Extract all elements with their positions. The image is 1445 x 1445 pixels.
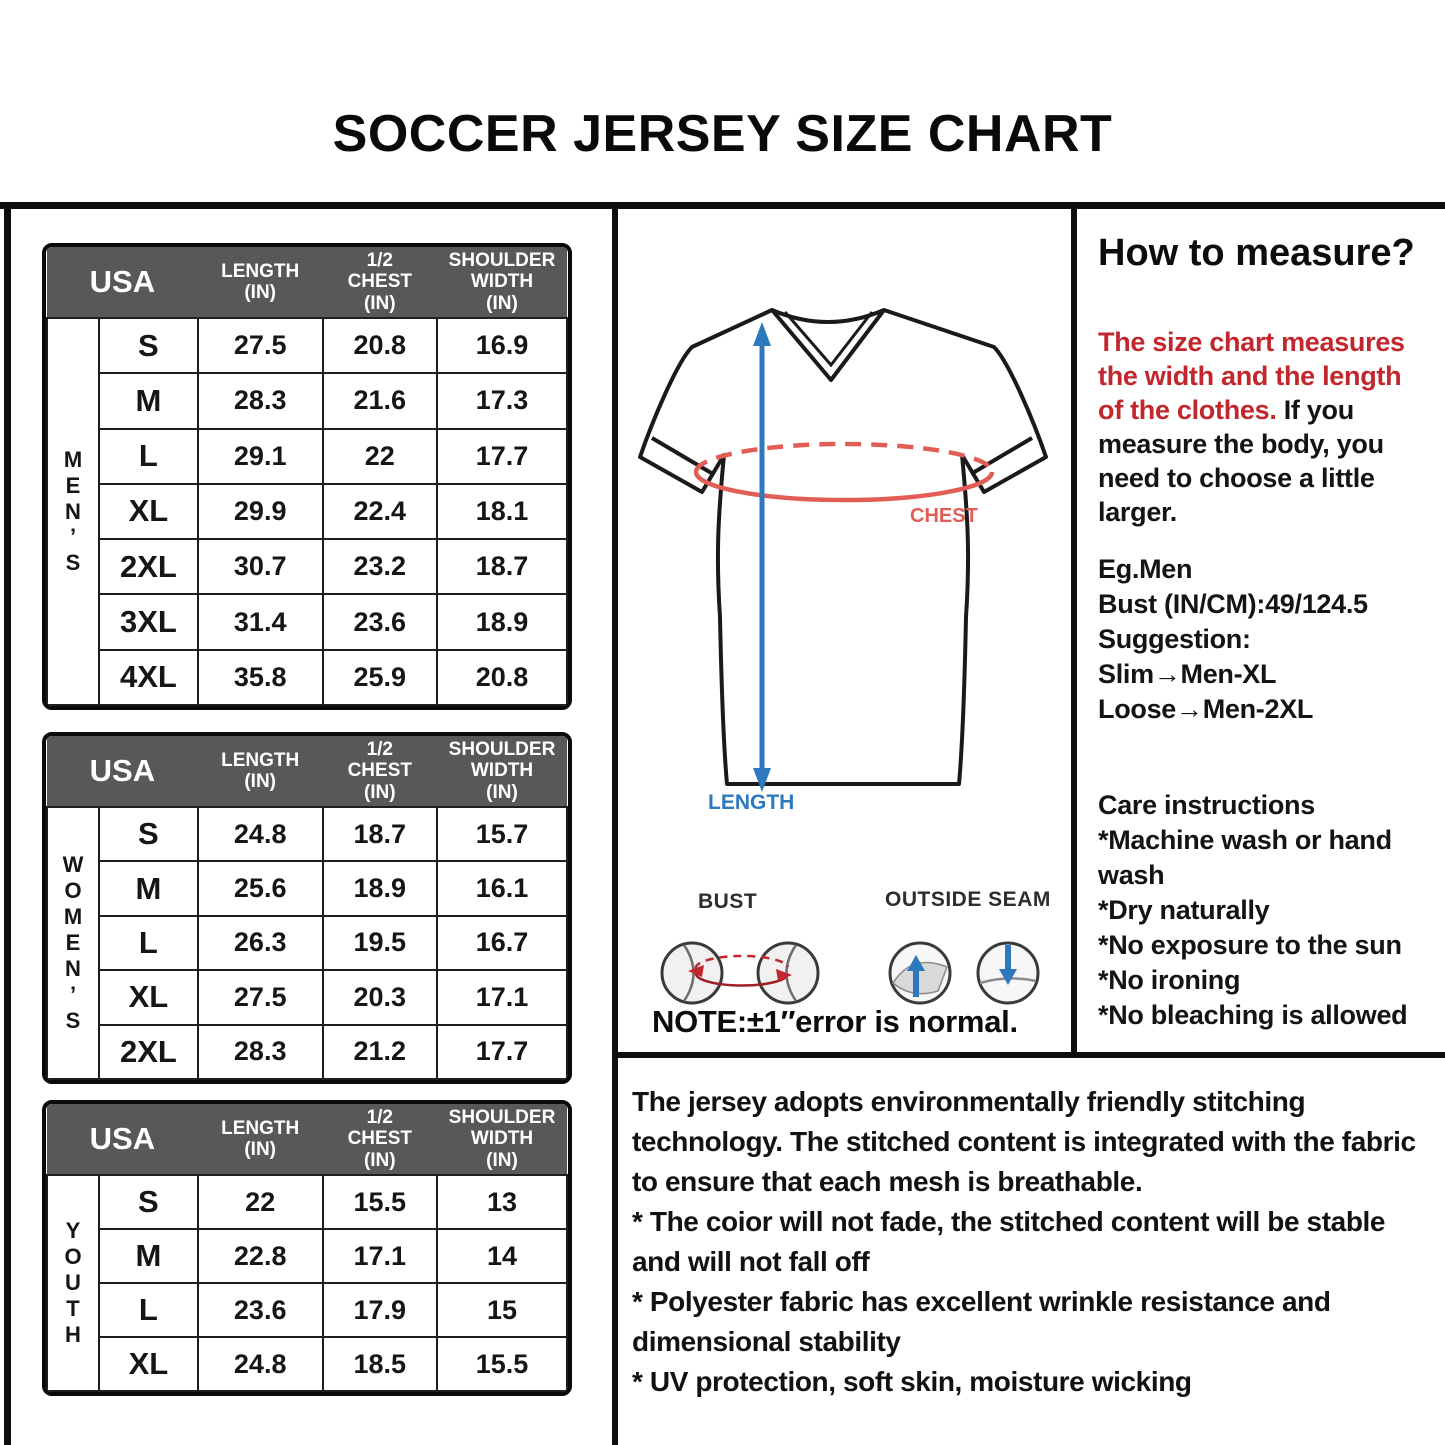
value-cell: 28.3 <box>198 373 323 428</box>
table-row <box>47 484 567 539</box>
size-cell: 2XL <box>99 1025 198 1079</box>
table-row <box>47 1025 567 1079</box>
value-cell: 24.8 <box>198 1337 323 1391</box>
header-usa: USA <box>47 1104 198 1175</box>
size-cell: L <box>99 916 198 970</box>
youth-size-table <box>42 1100 572 1396</box>
value-cell: 26.3 <box>198 916 323 970</box>
value-cell: 23.6 <box>323 594 437 649</box>
value-cell: 20.8 <box>323 318 437 373</box>
value-cell: 23.2 <box>323 539 437 594</box>
left-divider <box>4 202 11 1445</box>
table-row <box>47 539 567 594</box>
value-cell: 15.5 <box>437 1337 567 1391</box>
group-label: M E N ’ S <box>47 318 99 705</box>
care-instructions: Care instructions *Machine wash or hand wash *Dry naturally *No exposure to the sun *No ironing *No bleaching is allowed <box>1098 790 1408 1030</box>
sizing-example: Eg.Men Bust (IN/CM):49/124.5 Suggestion: Slim→Men-XL Loose→Men-2XL <box>1098 554 1368 724</box>
womens-size-table <box>42 732 572 1084</box>
table-row <box>47 807 567 861</box>
size-cell: M <box>99 373 198 428</box>
table-header-row <box>47 1104 567 1175</box>
value-cell: 25.6 <box>198 861 323 915</box>
header-half-chest: 1/2 CHEST (IN) <box>323 247 437 318</box>
value-cell: 14 <box>437 1229 567 1283</box>
value-cell: 18.7 <box>323 807 437 861</box>
table-row <box>47 861 567 915</box>
value-cell: 29.9 <box>198 484 323 539</box>
table-header-row <box>47 736 567 807</box>
value-cell: 27.5 <box>198 970 323 1024</box>
value-cell: 13 <box>437 1175 567 1229</box>
value-cell: 18.1 <box>437 484 567 539</box>
value-cell: 17.7 <box>437 429 567 484</box>
mens-size-table <box>42 243 572 710</box>
size-cell: 2XL <box>99 539 198 594</box>
page-title: SOCCER JERSEY SIZE CHART <box>332 105 1113 163</box>
value-cell: 27.5 <box>198 318 323 373</box>
size-cell: S <box>99 807 198 861</box>
header-usa: USA <box>47 247 198 318</box>
how-to-measure-heading: How to measure? <box>1098 232 1415 274</box>
value-cell: 22.8 <box>198 1229 323 1283</box>
value-cell: 25.9 <box>323 650 437 705</box>
size-cell: XL <box>99 1337 198 1391</box>
center-divider <box>612 202 618 1445</box>
value-cell: 24.8 <box>198 807 323 861</box>
value-cell: 22 <box>198 1175 323 1229</box>
value-cell: 17.1 <box>323 1229 437 1283</box>
value-cell: 21.2 <box>323 1025 437 1079</box>
value-cell: 28.3 <box>198 1025 323 1079</box>
header-half-chest: 1/2 CHEST (IN) <box>323 1104 437 1175</box>
header-shoulder-width: SHOULDER WIDTH (IN) <box>437 1104 567 1175</box>
size-cell: 3XL <box>99 594 198 649</box>
table-row <box>47 373 567 428</box>
chest-label: CHEST <box>910 505 978 527</box>
table-row <box>47 429 567 484</box>
table-row <box>47 916 567 970</box>
header-half-chest: 1/2 CHEST (IN) <box>323 736 437 807</box>
top-divider <box>0 202 1445 209</box>
value-cell: 21.6 <box>323 373 437 428</box>
table-row <box>47 1337 567 1391</box>
size-cell: XL <box>99 484 198 539</box>
bust-icon-right <box>758 943 818 1003</box>
group-label: Y O U T H <box>47 1175 99 1391</box>
value-cell: 18.9 <box>437 594 567 649</box>
size-cell: M <box>99 861 198 915</box>
value-cell: 30.7 <box>198 539 323 594</box>
value-cell: 23.6 <box>198 1283 323 1337</box>
table-row <box>47 594 567 649</box>
value-cell: 16.1 <box>437 861 567 915</box>
value-cell: 22.4 <box>323 484 437 539</box>
table-row <box>47 1229 567 1283</box>
header-length: LENGTH (IN) <box>198 736 323 807</box>
value-cell: 15.7 <box>437 807 567 861</box>
value-cell: 17.7 <box>437 1025 567 1079</box>
value-cell: 18.7 <box>437 539 567 594</box>
size-cell: L <box>99 1283 198 1337</box>
header-length: LENGTH (IN) <box>198 247 323 318</box>
value-cell: 20.8 <box>437 650 567 705</box>
value-cell: 18.9 <box>323 861 437 915</box>
value-cell: 17.3 <box>437 373 567 428</box>
outside-seam-label: OUTSIDE SEAM <box>885 888 1051 911</box>
header-length: LENGTH (IN) <box>198 1104 323 1175</box>
header-shoulder-width: SHOULDER WIDTH (IN) <box>437 247 567 318</box>
value-cell: 16.7 <box>437 916 567 970</box>
bust-icon-left <box>662 943 722 1003</box>
fabric-description: The jersey adopts environmentally friendly stitching technology. The stitched content is integrated with the fabric to ensure that each mesh is breathable. * The coior will not fade, the stitched content will be stable and will not fall off * Polyester fabric has excellent wrinkle resistance and dimensional stability * UV protection, soft skin, moisture wicking <box>632 1086 1416 1397</box>
header-shoulder-width: SHOULDER WIDTH (IN) <box>437 736 567 807</box>
how-to-measure-paragraph <box>1098 325 1430 529</box>
table-row <box>47 318 567 373</box>
jersey-measure-diagram <box>622 292 1062 812</box>
value-cell: 29.1 <box>198 429 323 484</box>
header-usa: USA <box>47 736 198 807</box>
value-cell: 31.4 <box>198 594 323 649</box>
group-label: W O M E N ’ S <box>47 807 99 1079</box>
length-label: LENGTH <box>708 791 795 812</box>
size-cell: L <box>99 429 198 484</box>
value-cell: 22 <box>323 429 437 484</box>
size-cell: S <box>99 1175 198 1229</box>
right-divider <box>1071 202 1077 1058</box>
value-cell: 15.5 <box>323 1175 437 1229</box>
measure-note-red: The size chart measures the width and the length of the clothes. <box>1098 327 1405 425</box>
table-row <box>47 970 567 1024</box>
value-cell: 15 <box>437 1283 567 1337</box>
value-cell: 20.3 <box>323 970 437 1024</box>
value-cell: 35.8 <box>198 650 323 705</box>
table-header-row <box>47 247 567 318</box>
size-cell: S <box>99 318 198 373</box>
table-row <box>47 1283 567 1337</box>
bust-label: BUST <box>698 890 758 913</box>
table-row <box>47 650 567 705</box>
value-cell: 19.5 <box>323 916 437 970</box>
value-cell: 18.5 <box>323 1337 437 1391</box>
measure-note-black: If you measure the body, you need to choose a little larger. <box>1098 395 1384 527</box>
note-text: NOTE:±1″error is normal. <box>652 1004 1018 1039</box>
value-cell: 17.1 <box>437 970 567 1024</box>
table-row <box>47 1175 567 1229</box>
bottom-section-divider <box>612 1052 1445 1058</box>
value-cell: 17.9 <box>323 1283 437 1337</box>
value-cell: 16.9 <box>437 318 567 373</box>
size-cell: 4XL <box>99 650 198 705</box>
jersey-outline <box>640 310 1046 784</box>
size-cell: M <box>99 1229 198 1283</box>
size-cell: XL <box>99 970 198 1024</box>
